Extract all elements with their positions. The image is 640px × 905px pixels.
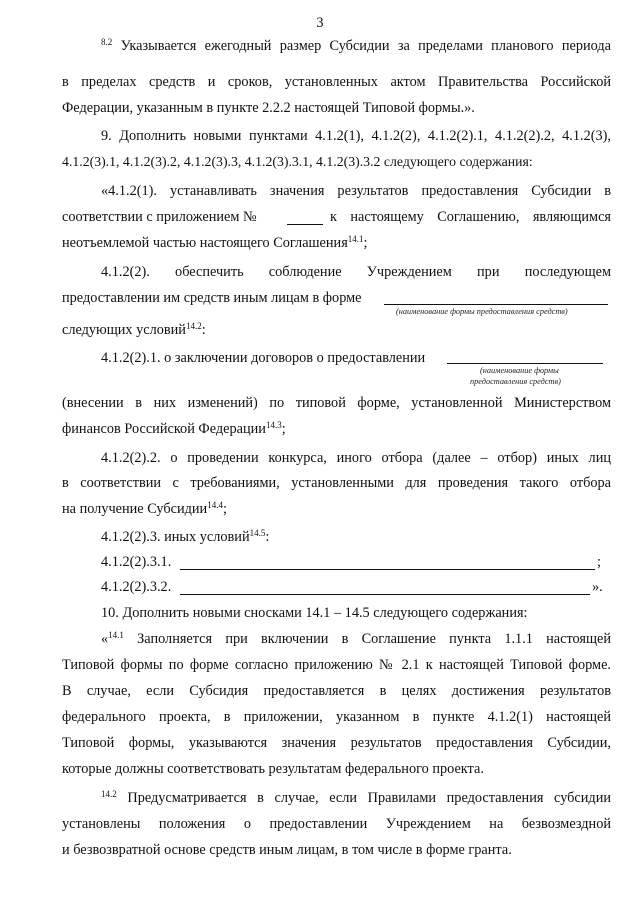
footnote-14-2-line-1 (101, 789, 611, 808)
item-4-1-2-1-line-2b: к настоящему Соглашению, являющимся (330, 209, 611, 225)
text: 4.1.2(2).3. иных условий (101, 529, 250, 545)
item-10-line: 10. Дополнить новыми сносками 14.1 – 14.5 следующего содержания: (101, 605, 528, 621)
footnote-14-1-line-6: которые должны соответствовать результатам федерального проекта. (62, 761, 484, 777)
item-4-1-2-2-2-line-3 (62, 500, 227, 519)
contract-form-hint-1: (наименование формы (480, 366, 559, 375)
item-4-1-2-1-line-3 (62, 234, 368, 253)
item-4-1-2-2-3-1-end: ; (597, 554, 601, 570)
footnote-marker: 14.1 (347, 234, 364, 244)
text: : (265, 529, 270, 545)
item-4-1-2-2-3-1-label: 4.1.2(2).3.1. (101, 554, 172, 570)
footnote-8-2-line-1 (101, 37, 611, 56)
item-4-1-2-2-1-line-2: (внесении в них изменений) по типовой форме, установленной Министерством (62, 395, 611, 411)
contract-form-hint-2: предоставления средств) (470, 377, 561, 386)
footnote-marker: 14.2 (185, 321, 202, 331)
item-4-1-2-2-3-2-label: 4.1.2(2).3.2. (101, 579, 172, 595)
footnote-marker: 14.1 (108, 630, 124, 640)
footnote-marker: 8.2 (101, 37, 113, 47)
text: ; (222, 501, 227, 517)
text: Указывается ежегодный размер Субсидии за пределами планового периода (120, 38, 612, 54)
text: Заполняется при включении в Соглашение пункта 1.1.1 настоящей (137, 631, 611, 647)
annex-number-blank (287, 224, 323, 225)
footnote-8-2-line-3: Федерации, указанным в пункте 2.2.2 настоящей Типовой формы.». (62, 100, 475, 116)
footnote-14-1-line-1 (101, 630, 611, 649)
text: : (201, 322, 206, 338)
contract-form-blank (447, 363, 603, 364)
footnote-14-2-line-2: установлены положения о предоставлении Учреждением на безвозмездной (62, 816, 611, 832)
text: Предусматривается в случае, если Правилами предоставления субсидии (127, 790, 612, 806)
footnote-marker: 14.5 (249, 528, 266, 538)
footnote-marker: 14.4 (207, 500, 223, 510)
item-4-1-2-2-3-line (101, 528, 269, 547)
condition-2-blank (180, 594, 590, 595)
footnote-14-1-line-2: Типовой формы по форме согласно приложению № 2.1 к настоящей Типовой форме. (62, 657, 611, 673)
form-name-hint: (наименование формы предоставления средств) (396, 307, 568, 316)
item-4-1-2-2-1-line-3 (62, 420, 286, 439)
text: ; (281, 421, 286, 437)
text: неотъемлемой частью настоящего Соглашения (62, 235, 348, 251)
item-9-line-2: 4.1.2(3).1, 4.1.2(3).2, 4.1.2(3).3, 4.1.2(3).3.1, 4.1.2(3).3.2 следующего содержания: (62, 154, 533, 169)
text: ; (363, 235, 368, 251)
item-4-1-2-2-2-line-2: в соответствии с требованиями, установленными для проведения такого отбора (62, 475, 611, 491)
form-name-blank (384, 304, 608, 305)
item-4-1-2-1-line-2a: соответствии с приложением № (62, 209, 257, 225)
item-4-1-2-2-2-line-1: 4.1.2(2).2. о проведении конкурса, иного отбора (далее – отбор) иных лиц (101, 450, 611, 466)
page-number: 3 (316, 15, 324, 31)
item-4-1-2-2-3-2-end: ». (592, 579, 603, 595)
item-9-line-1: 9. Дополнить новыми пунктами 4.1.2(1), 4.1.2(2), 4.1.2(2).1, 4.1.2(2).2, 4.1.2(3), (101, 128, 611, 144)
text: следующих условий (62, 322, 186, 338)
item-4-1-2-2-line-3 (62, 321, 206, 340)
footnote-14-1-line-4: федерального проекта, в приложении, указанном в пункте 4.1.2(1) настоящей (62, 709, 611, 725)
footnote-14-1-line-3: В случае, если Субсидия предоставляется в целях достижения результатов (62, 683, 611, 699)
item-4-1-2-2-1-line-1: 4.1.2(2).1. о заключении договоров о предоставлении (101, 350, 426, 366)
item-4-1-2-1-line-1: «4.1.2(1). устанавливать значения результатов предоставления Субсидии в (101, 183, 611, 199)
footnote-marker: 14.2 (101, 789, 117, 799)
text: на получение Субсидии (62, 501, 208, 517)
footnote-marker: 14.3 (265, 420, 282, 430)
footnote-14-2-line-3: и безвозвратной основе средств иным лицам, в том числе в форме гранта. (62, 842, 512, 858)
item-4-1-2-2-line-2: предоставлении им средств иным лицам в форме (62, 290, 362, 306)
condition-1-blank (180, 569, 595, 570)
text: финансов Российской Федерации (62, 421, 266, 437)
item-4-1-2-2-line-1: 4.1.2(2). обеспечить соблюдение Учреждением при последующем (101, 264, 611, 280)
footnote-14-1-line-5: Типовой формы, указываются значения результатов предоставления Субсидии, (62, 735, 611, 751)
text: « (101, 631, 109, 647)
footnote-8-2-line-2: в пределах средств и сроков, установленных актом Правительства Российской (62, 74, 611, 90)
